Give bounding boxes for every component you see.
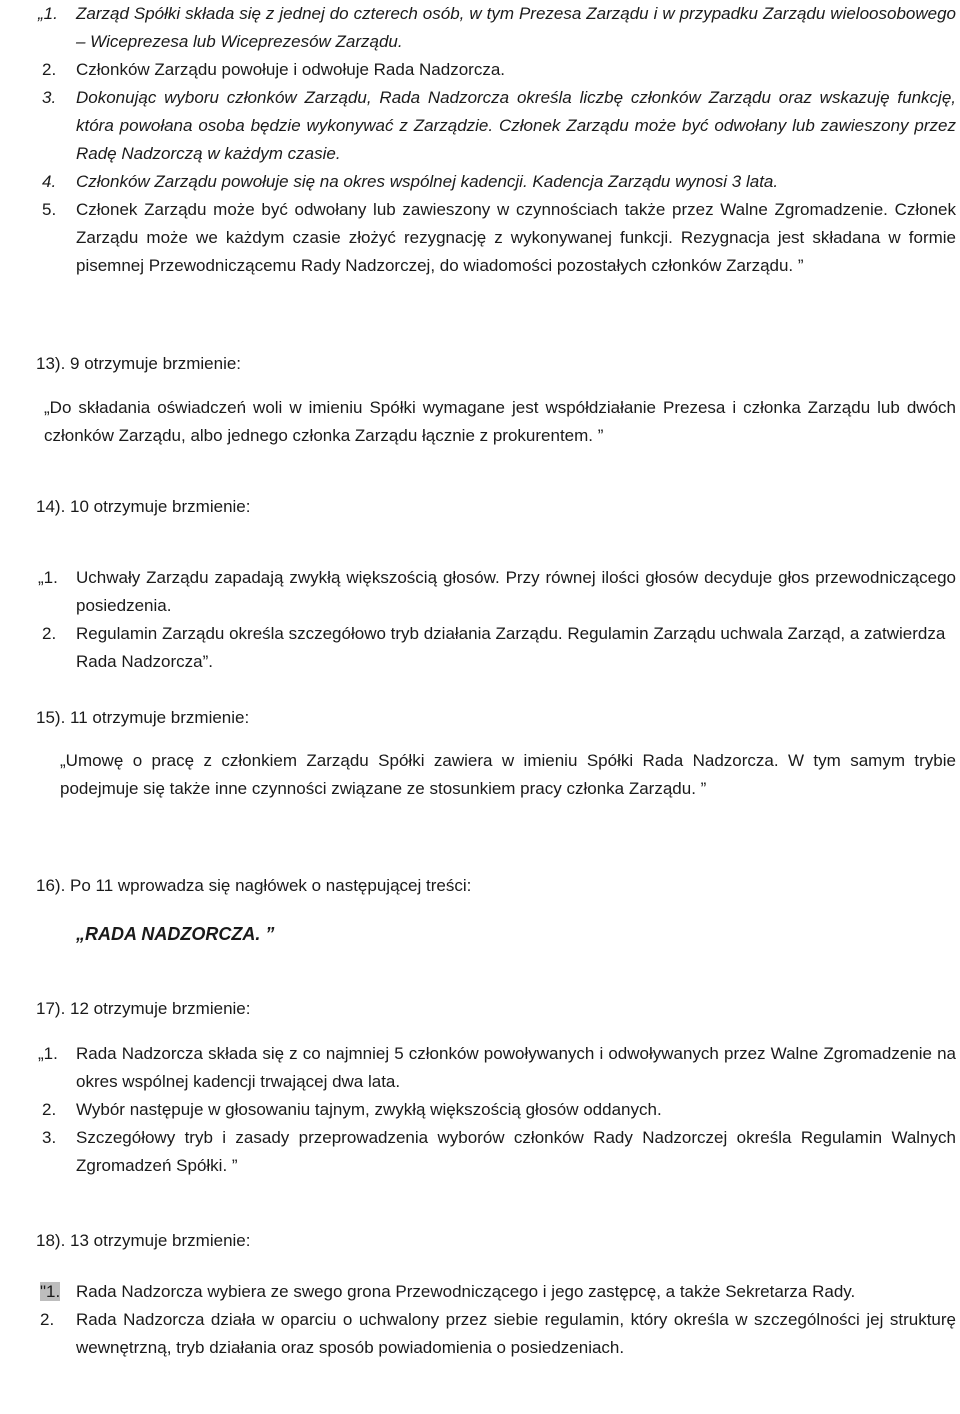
item-text: Szczegółowy tryb i zasady przeprowadzenia wyborów członków Rady Nadzorczej określa Regulamin Walnych Zgromadzeń Spółki. ” [76,1128,956,1175]
list-item [42,168,956,196]
section-14-list [38,564,956,676]
item-text: Zarząd Spółki składa się z jednej do czterech osób, w tym Prezesa Zarządu i w przypadku Zarządu wieloosobowego – Wiceprezesa lub Wiceprezesów Zarządu. [76,4,956,51]
item-number: 5. [42,200,57,219]
item-text: Wybór następuje w głosowaniu tajnym, zwykłą większością głosów oddanych. [76,1100,662,1119]
section-heading-17: 17). 12 otrzymuje brzmienie: [36,999,251,1018]
list-item [42,84,956,168]
section-18-list [40,1278,956,1362]
section-heading-16: 16). Po 11 wprowadza się nagłówek o następującej treści: [36,876,472,895]
list-item [42,56,956,84]
top-list [38,0,956,280]
item-text: Regulamin Zarządu określa szczegółowo tryb działania Zarządu. Regulamin Zarządu uchwala Zarząd, a zatwierdza Rada Nadzorcza”. [76,624,946,671]
section-16-title: „RADA NADZORCZA. ” [76,924,275,944]
section-heading-15: 15). 11 otrzymuje brzmienie: [36,708,250,727]
item-text: Rada Nadzorcza wybiera ze swego grona Przewodniczącego i jego zastępcę, a także Sekretarza Rady. [76,1282,856,1301]
item-text: Rada Nadzorcza działa w oparciu o uchwalony przez siebie regulamin, który określa w szczególności jej strukturę wewnętrzną, tryb działania oraz sposób powiadomienia o posiedzeniach. [76,1310,956,1357]
item-text: Członków Zarządu powołuje i odwołuje Rada Nadzorcza. [76,60,506,79]
item-text: Uchwały Zarządu zapadają zwykłą większością głosów. Przy równej ilości głosów decyduje głos przewodniczącego posiedzenia. [76,568,956,615]
list-item [38,0,956,56]
section-heading-13: 13). 9 otrzymuje brzmienie: [36,354,242,373]
item-number: 3. [42,1128,57,1147]
item-text: Członków Zarządu powołuje się na okres wspólnej kadencji. Kadencja Zarządu wynosi 3 lata. [76,172,779,191]
item-number: 2. [42,624,57,643]
list-item [42,196,956,280]
item-number: 4. [42,172,57,191]
item-number [40,1278,60,1306]
section-heading-18: 18). 13 otrzymuje brzmienie: [36,1231,251,1250]
section-15-quote: „Umowę o pracę z członkiem Zarządu Spółki zawiera w imieniu Spółki Rada Nadzorcza. W tym samym trybie podejmuje się także inne czynności związane ze stosunkiem pracy członka Zarządu. ” [60,751,956,798]
item-number: „1. [38,4,58,23]
item-number: 3. [42,88,57,107]
list-item [42,620,956,676]
item-number: 2. [42,1100,57,1119]
item-text: Rada Nadzorcza składa się z co najmniej 5 członków powoływanych i odwoływanych przez Walne Zgromadzenie na okres wspólnej kadencji trwającej dwa lata. [76,1044,956,1091]
item-text: Członek Zarządu może być odwołany lub zawieszony w czynnościach także przez Walne Zgromadzenie. Członek Zarządu może we każdym czasie złożyć rezygnację z wykonywanej funkcji. Rezygnacja jest składana w formie pisemnej Przewodniczącemu Rady Nadzorczej, do wiadomości pozostałych członków Zarządu. ” [76,200,956,275]
list-item [42,1096,956,1124]
list-item [38,1040,956,1096]
item-number: 2. [40,1310,55,1329]
list-item [40,1278,956,1306]
item-number: „1. [38,1044,58,1063]
highlighted-quote-mark: "1. [40,1282,61,1301]
list-item [38,564,956,620]
section-13-quote: „Do składania oświadczeń woli w imieniu Spółki wymagane jest współdziałanie Prezesa i członka Zarządu lub dwóch członków Zarządu, albo jednego członka Zarządu łącznie z prokurentem. ” [44,398,956,445]
item-text: Dokonując wyboru członków Zarządu, Rada Nadzorcza określa liczbę członków Zarządu oraz wskazuję funkcję, która powołana osoba będzie wykonywać z Zarządzie. Członek Zarządu może być odwołany lub zawieszony przez Radę Nadzorczą w każdym czasie. [76,88,956,163]
section-heading-14: 14). 10 otrzymuje brzmienie: [36,497,251,516]
item-number: „1. [38,568,58,587]
list-item [40,1306,956,1362]
section-17-list [38,1040,956,1180]
list-item [42,1124,956,1180]
item-number: 2. [42,60,57,79]
